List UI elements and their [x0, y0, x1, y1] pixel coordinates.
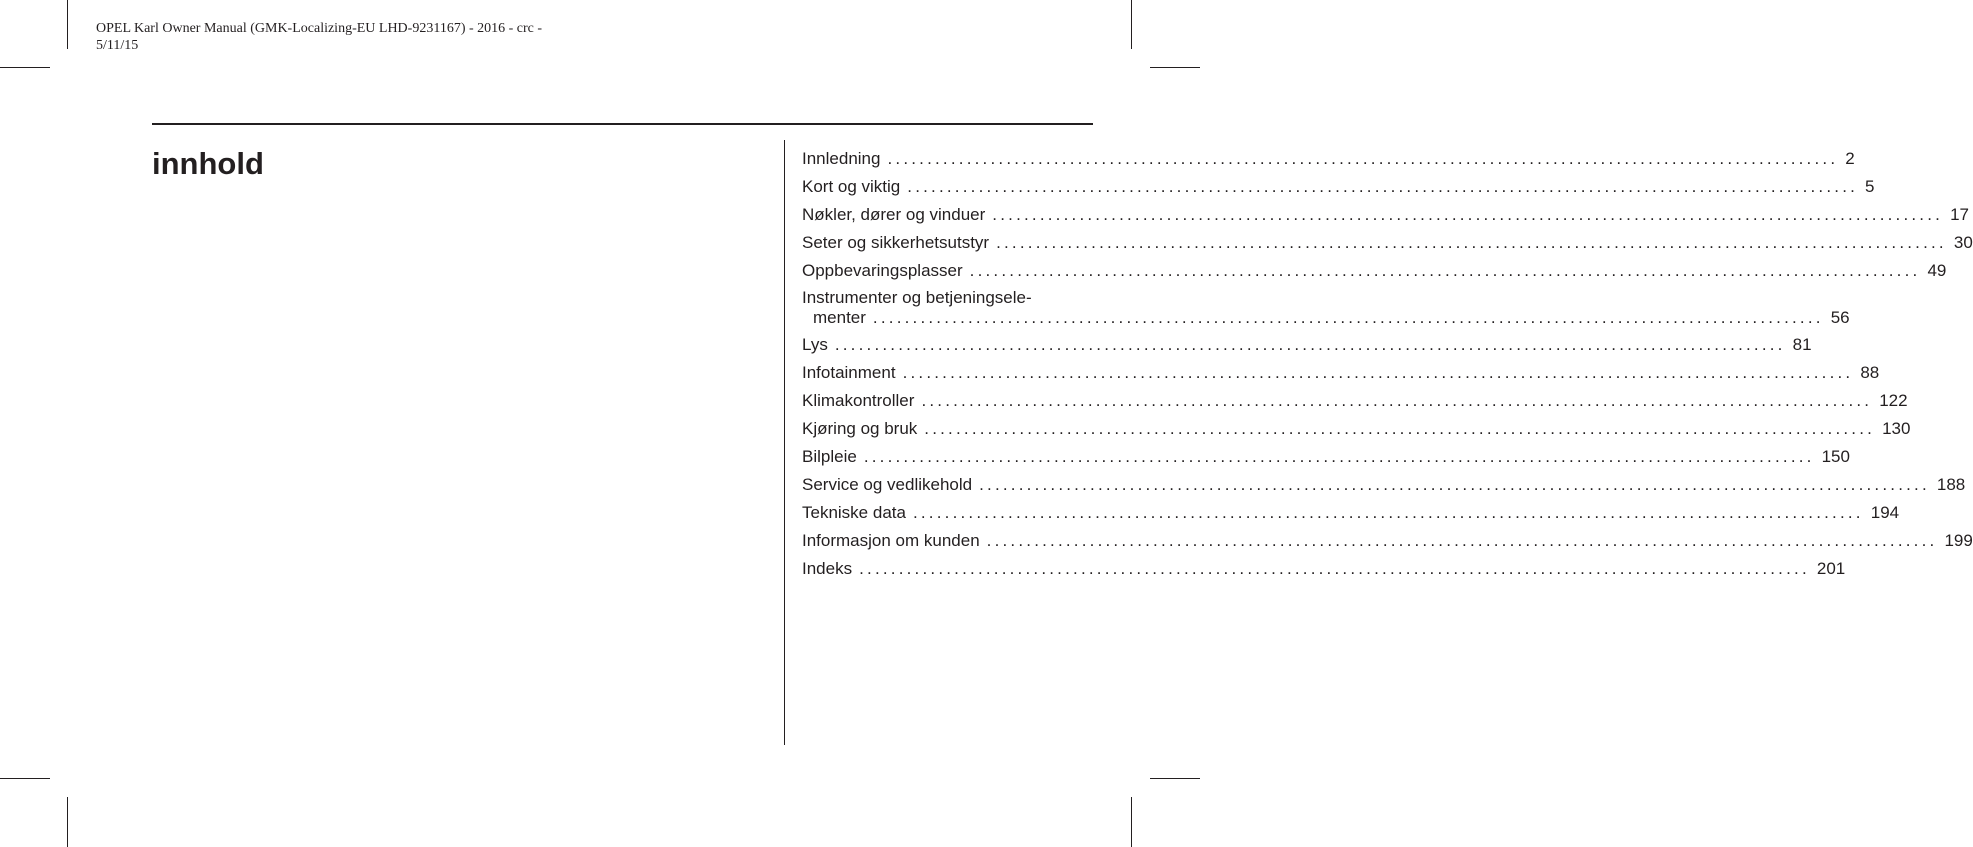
toc-entry[interactable] [802, 474, 1966, 496]
toc-dot-leader: ........................................................................................................................ [986, 531, 1938, 550]
toc-dot-leader: ........................................................................................................................ [979, 475, 1930, 494]
toc-dot-leader: ........................................................................................................................ [863, 447, 1815, 466]
crop-mark-top-right-vertical [1131, 0, 1132, 49]
toc-entry-page-number: 150 [1821, 447, 1850, 466]
toc-entry-page-number: 30 [1953, 233, 1973, 252]
top-rule [152, 123, 1093, 125]
toc-entry-label: Klimakontroller [802, 391, 915, 410]
toc-entry-page-number: 88 [1860, 363, 1880, 382]
toc-dot-leader: ........................................................................................................................ [834, 335, 1786, 354]
toc-entry-page-number: 201 [1816, 559, 1846, 578]
toc-entry-label: Oppbevaringsplasser [802, 261, 963, 280]
toc-entry-label: menter [813, 308, 866, 327]
toc-dot-leader: ........................................................................................................................ [996, 233, 1947, 252]
toc-entry[interactable] [802, 446, 1850, 468]
toc-entry-page-number: 188 [1936, 475, 1966, 494]
crop-mark-top-right-horizontal [1150, 67, 1200, 68]
toc-entry-label: Indeks [802, 559, 853, 578]
toc-entry-label-first-line: Instrumenter og betjeningsele- [802, 288, 1032, 307]
crop-mark-bottom-left-vertical [67, 797, 68, 847]
toc-entry[interactable] [802, 288, 1850, 328]
toc-entry-page-number: 49 [1927, 261, 1947, 280]
toc-entry-page-number: 5 [1865, 177, 1875, 196]
toc-entry-label: Infotainment [802, 363, 896, 382]
toc-entry[interactable] [802, 260, 1947, 282]
crop-mark-top-left-horizontal [0, 67, 50, 68]
toc-entry[interactable] [802, 530, 1973, 552]
toc-entry-page-number: 17 [1950, 205, 1969, 224]
toc-dot-leader: ........................................................................................................................ [969, 261, 1921, 280]
page-title: innhold [152, 146, 264, 181]
toc-entry-page-number: 81 [1792, 335, 1812, 354]
table-of-contents [802, 148, 1973, 586]
toc-dot-leader: ........................................................................................................................ [924, 419, 1876, 438]
crop-mark-bottom-left-horizontal [0, 778, 50, 779]
toc-entry-page-number: 130 [1882, 419, 1911, 438]
print-header-line-2: 5/11/15 [96, 38, 139, 53]
toc-dot-leader: ........................................................................................................................ [907, 177, 1859, 196]
toc-dot-leader: ........................................................................................................................ [992, 205, 1944, 224]
toc-entry-page-number: 194 [1870, 503, 1900, 522]
print-header-line-1: OPEL Karl Owner Manual (GMK-Localizing-EU LHD-9231167) - 2016 - crc - [96, 21, 543, 36]
toc-entry[interactable] [802, 232, 1973, 254]
toc-entry-label: Bilpleie [802, 447, 857, 466]
toc-entry-page-number: 122 [1879, 391, 1908, 410]
toc-entry-label: Lys [802, 335, 828, 354]
toc-entry[interactable] [802, 148, 1855, 170]
toc-entry-label: Seter og sikkerhetsutstyr [802, 233, 990, 252]
toc-entry-label: Kjøring og bruk [802, 419, 918, 438]
toc-entry[interactable] [802, 362, 1880, 384]
toc-entry[interactable] [802, 334, 1812, 356]
toc-entry-label: Tekniske data [802, 503, 906, 522]
toc-dot-leader: ........................................................................................................................ [887, 149, 1839, 168]
toc-dot-leader: ........................................................................................................................ [902, 363, 1854, 382]
toc-entry[interactable] [802, 558, 1846, 580]
crop-mark-bottom-right-horizontal [1150, 778, 1200, 779]
crop-mark-bottom-right-vertical [1131, 797, 1132, 847]
toc-entry-page-number: 56 [1830, 308, 1850, 327]
toc-entry-page-number: 199 [1944, 531, 1973, 550]
toc-entry[interactable] [802, 390, 1908, 412]
toc-entry[interactable] [802, 204, 1969, 226]
toc-entry[interactable] [802, 502, 1900, 524]
toc-dot-leader: ........................................................................................................................ [872, 308, 1824, 327]
toc-entry-label: Service og vedlikehold [802, 475, 973, 494]
toc-dot-leader: ........................................................................................................................ [921, 391, 1873, 410]
crop-mark-top-left-vertical [67, 0, 68, 49]
toc-entry[interactable] [802, 176, 1875, 198]
toc-entry-page-number: 2 [1845, 149, 1855, 168]
toc-entry-label: Informasjon om kunden [802, 531, 980, 550]
toc-entry-label: Kort og viktig [802, 177, 901, 196]
print-header [96, 20, 542, 54]
toc-dot-leader: ........................................................................................................................ [912, 503, 1864, 522]
column-divider [784, 140, 785, 745]
toc-entry-label: Nøkler, dører og vinduer [802, 205, 986, 224]
toc-dot-leader: ........................................................................................................................ [859, 559, 1810, 578]
toc-entry-label: Innledning [802, 149, 881, 168]
toc-entry[interactable] [802, 418, 1911, 440]
